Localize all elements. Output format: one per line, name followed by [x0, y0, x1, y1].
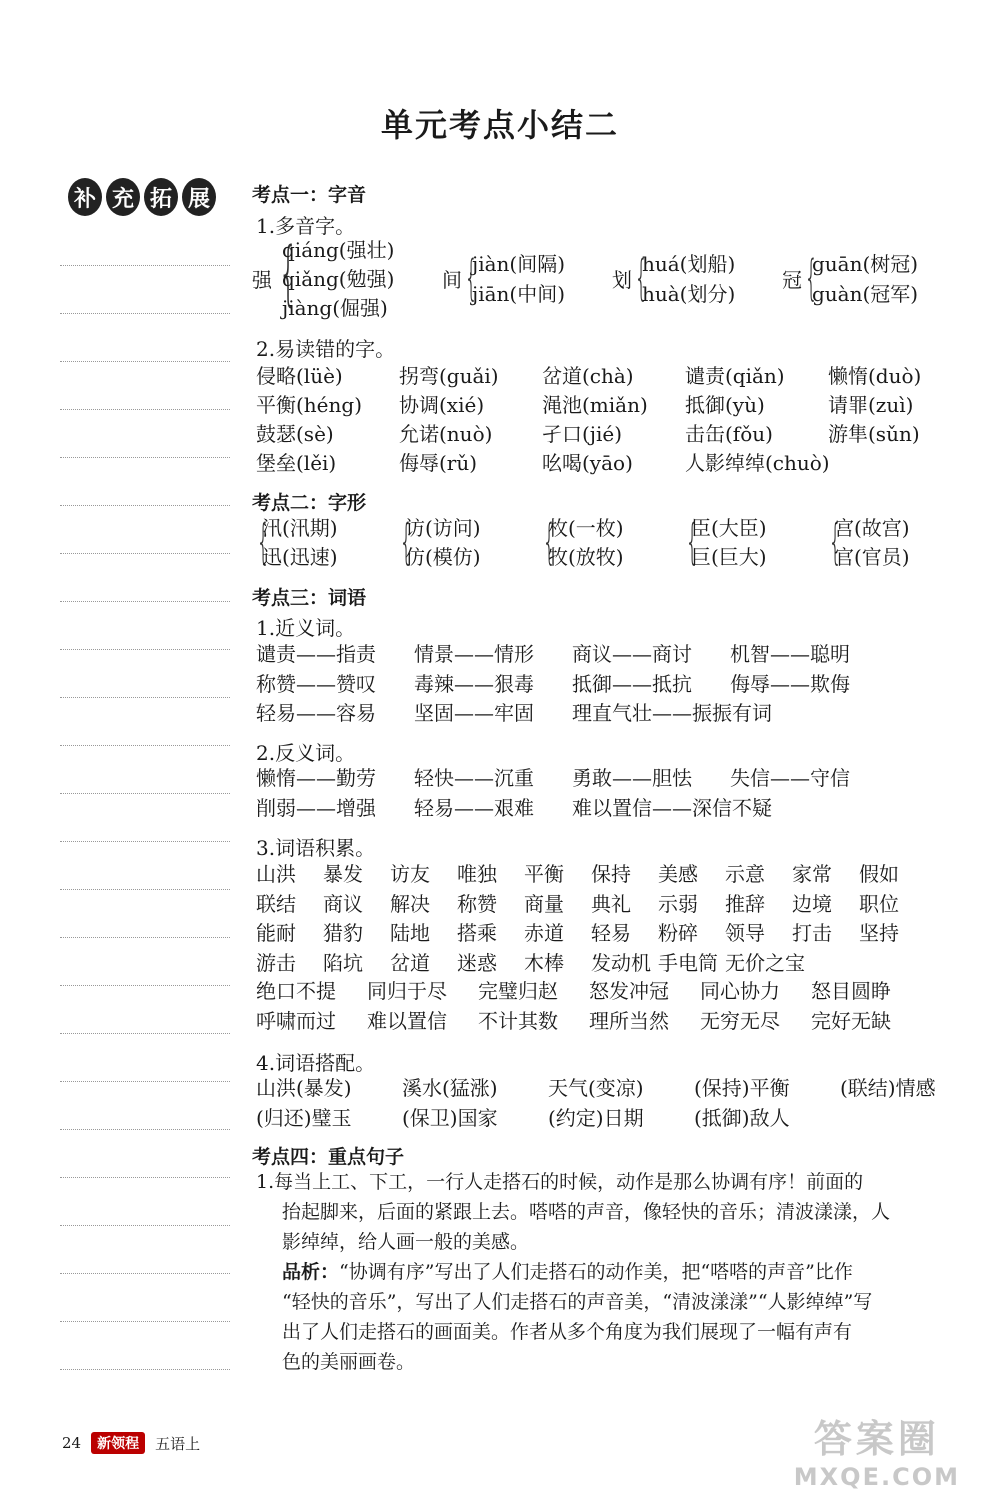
badge-char: 补	[68, 178, 102, 216]
brace: {	[634, 250, 649, 306]
brace: {	[256, 514, 271, 570]
polyphone-reading: qiǎng(勉强)	[282, 267, 395, 291]
dotted-line	[60, 1033, 230, 1034]
table-row	[256, 888, 926, 917]
table-cell: 发动机	[591, 950, 651, 975]
table-cell: 假如	[859, 862, 899, 886]
table-cell: 侮辱——欺侮	[730, 671, 850, 696]
table-cell: 完好无缺	[811, 1008, 891, 1033]
dotted-line	[60, 457, 230, 458]
dotted-line	[60, 553, 230, 554]
polyphone-reading: huá(划船)	[642, 252, 736, 276]
dotted-line	[60, 649, 230, 650]
section-heading-4: 考点四：重点句子	[252, 1146, 405, 1168]
table-cell: 抵御(yù)	[685, 393, 765, 417]
table-cell: 轻快——沉重	[414, 766, 534, 790]
table-cell: 怒目圆睁	[811, 979, 891, 1003]
table-cell: 侮辱(rǔ)	[399, 451, 478, 475]
table-cell: 懒惰——勤劳	[256, 766, 376, 790]
key-sentence	[256, 1167, 956, 1377]
subheading: 4.词语搭配。	[256, 1051, 376, 1075]
table-cell: 勇敢——胆怯	[572, 766, 692, 790]
table-cell: 联结	[256, 891, 296, 916]
table-cell: 平衡	[524, 862, 564, 886]
dotted-line	[60, 793, 230, 794]
brace: {	[542, 514, 557, 570]
table-cell: (保持)平衡	[694, 1076, 790, 1100]
table-cell: (保卫)国家	[402, 1105, 498, 1130]
table-row	[256, 697, 772, 726]
table-row	[256, 1072, 986, 1101]
table-cell: 解决	[390, 891, 430, 916]
table-cell: 呼啸而过	[256, 1008, 336, 1033]
brace: {	[828, 514, 843, 570]
analysis-line: 色的美丽画卷。	[282, 1351, 416, 1373]
polyphone-reading: huà(划分)	[642, 282, 736, 306]
table-cell: 保持	[591, 862, 631, 886]
watermark-text: 答案圈	[813, 1417, 940, 1461]
dotted-line	[60, 1369, 230, 1370]
shape-item: 巨(巨大)	[691, 545, 767, 569]
subheading: 1.多音字。	[256, 214, 356, 238]
table-cell: 孑口(jié)	[542, 422, 623, 446]
table-cell: 游隼(sǔn)	[828, 422, 920, 446]
table-cell: 绝口不提	[256, 979, 336, 1003]
table-cell: 堡垒(lěi)	[256, 451, 337, 475]
table-cell: 商量	[524, 891, 564, 916]
table-cell: 暴发	[323, 862, 363, 886]
table-cell: 谴责(qiǎn)	[685, 364, 785, 388]
table-cell: 轻易	[591, 921, 631, 945]
subheading: 3.词语积累。	[256, 836, 376, 860]
table-cell: 手电筒	[658, 950, 718, 975]
shape-item: 官(官员)	[834, 545, 910, 569]
table-row	[256, 418, 971, 447]
table-cell: 削弱——增强	[256, 795, 376, 820]
analysis-line: “协调有序”写出了人们走搭石的动作美，把“嗒嗒的声音”比作	[339, 1261, 853, 1283]
table-cell: 木棒	[524, 950, 564, 975]
table-cell: 岔道(chà)	[542, 364, 634, 388]
shape-item: 枚(一枚)	[548, 516, 624, 540]
table-cell: 猎豹	[323, 921, 363, 945]
table-cell: 请罪(zuì)	[828, 393, 914, 417]
table-cell: 平衡(héng)	[256, 393, 363, 417]
table-cell: 理所当然	[589, 1008, 669, 1033]
polyphone-reading: jiàng(倔强)	[282, 296, 388, 320]
table-cell: 称赞	[457, 891, 497, 916]
section-heading-1: 考点一：字音	[252, 184, 367, 206]
table-row	[256, 947, 805, 976]
badge-char: 拓	[144, 178, 178, 216]
table-cell: 粉碎	[658, 921, 698, 945]
watermark	[794, 1408, 960, 1491]
table-cell: 迷惑	[457, 950, 497, 975]
table-cell: 职位	[859, 891, 899, 916]
table-cell: 渑池(miǎn)	[542, 393, 648, 417]
dotted-line	[60, 1081, 230, 1082]
table-cell: 允诺(nuò)	[399, 422, 493, 446]
analysis-line: 出了人们走搭石的画面美。作者从多个角度为我们展现了一幅有声有	[282, 1321, 853, 1343]
table-cell: 能耐	[256, 921, 296, 945]
dotted-line	[60, 985, 230, 986]
table-cell: 情景——情形	[414, 642, 534, 666]
table-cell: 陆地	[390, 921, 430, 945]
table-row	[256, 975, 922, 1004]
table-cell: 击缶(fǒu)	[685, 422, 773, 446]
dotted-line	[60, 265, 230, 266]
dotted-line	[60, 889, 230, 890]
table-cell: 搭乘	[457, 921, 497, 945]
table-cell: 无穷无尽	[700, 1008, 780, 1033]
table-cell: 失信——守信	[730, 766, 850, 790]
table-cell: 同归于尽	[367, 979, 447, 1003]
shape-item: 宫(故宫)	[834, 516, 910, 540]
table-cell: 山洪(暴发)	[256, 1076, 352, 1100]
polyphone-reading: qiáng(强壮)	[282, 238, 395, 262]
table-row	[256, 762, 930, 791]
dotted-line	[60, 1177, 230, 1178]
table-cell: 毒辣——狠毒	[414, 671, 534, 696]
polyphone-char: 划	[612, 268, 632, 292]
shape-item: 臣(大臣)	[691, 516, 767, 540]
watermark-url: MXQE.COM	[793, 1463, 960, 1491]
brace: {	[804, 250, 819, 306]
shape-item: 牧(放牧)	[548, 545, 624, 569]
table-cell: 打击	[792, 921, 832, 945]
brace: {	[464, 250, 479, 306]
table-cell: 懒惰(duò)	[828, 364, 922, 388]
table-cell: (归还)璧玉	[256, 1105, 352, 1130]
section-heading-3: 考点三：词语	[252, 587, 367, 609]
dotted-line	[60, 745, 230, 746]
table-row	[256, 389, 971, 418]
table-row	[256, 792, 772, 821]
table-cell: 怒发冲冠	[589, 979, 669, 1003]
subheading: 1.近义词。	[256, 616, 356, 640]
table-cell: 吆喝(yāo)	[542, 451, 633, 475]
table-cell: 同心协力	[700, 979, 780, 1003]
table-cell: 协调(xié)	[399, 393, 485, 417]
table-cell: 称赞——赞叹	[256, 671, 376, 696]
table-cell: 访友	[390, 862, 430, 886]
table-row	[256, 917, 926, 946]
page-number: 24	[62, 1434, 82, 1452]
dotted-line	[60, 505, 230, 506]
table-cell: 难以置信——深信不疑	[572, 795, 772, 820]
table-cell: 美感	[658, 862, 698, 886]
dotted-line	[60, 937, 230, 938]
badge-char: 展	[182, 178, 216, 216]
table-cell: (约定)日期	[548, 1105, 644, 1130]
analysis-label: 品析：	[282, 1261, 340, 1283]
table-cell: 推辞	[725, 891, 765, 916]
subheading: 2.反义词。	[256, 741, 356, 765]
table-cell: 边境	[792, 891, 832, 916]
brace: {	[278, 232, 299, 314]
polyphone-char: 间	[442, 268, 462, 292]
dotted-line	[60, 361, 230, 362]
dotted-line	[60, 1273, 230, 1274]
supplement-badge	[68, 178, 216, 216]
table-row	[256, 360, 971, 389]
table-cell: 坚固——牢固	[414, 701, 534, 725]
polyphone-reading: jiàn(间隔)	[472, 252, 566, 276]
subject-label: 五语上	[155, 1434, 201, 1453]
table-cell: 溪水(猛涨)	[402, 1076, 498, 1100]
table-cell: 坚持	[859, 921, 899, 945]
table-cell: 完璧归赵	[478, 979, 558, 1003]
table-cell: 领导	[725, 921, 765, 945]
table-row	[256, 668, 930, 697]
shape-item: 迅(迅速)	[262, 545, 338, 569]
shape-item: 汛(汛期)	[262, 516, 338, 540]
table-cell: 家常	[792, 862, 832, 886]
table-cell: 人影绰绰(chuò)	[685, 451, 830, 475]
table-cell: 难以置信	[367, 1008, 447, 1033]
brace: {	[685, 514, 700, 570]
dotted-line	[60, 1321, 230, 1322]
table-cell: 天气(变凉)	[548, 1076, 644, 1100]
table-cell: 陷坑	[323, 950, 363, 975]
brand-logo: 新领程	[91, 1432, 145, 1454]
table-cell: 轻易——容易	[256, 701, 376, 725]
table-row	[256, 858, 926, 887]
table-cell: 抵御——抵抗	[572, 671, 692, 696]
dotted-line	[60, 697, 230, 698]
table-cell: 无价之宝	[725, 950, 805, 975]
dotted-line	[60, 1129, 230, 1130]
section-heading-2: 考点二：字形	[252, 492, 367, 514]
table-cell: 游击	[256, 950, 296, 975]
table-cell: 山洪	[256, 862, 296, 886]
polyphone-reading: guàn(冠军)	[812, 282, 919, 306]
sentence-line: 抬起脚来，后面的紧跟上去。嗒嗒的声音，像轻快的音乐；清波漾漾，人	[282, 1201, 891, 1223]
table-cell: 示弱	[658, 891, 698, 916]
dotted-line	[60, 313, 230, 314]
page-title: 单元考点小结二	[380, 106, 619, 144]
dotted-line	[60, 601, 230, 602]
table-cell: 轻易——艰难	[414, 795, 534, 820]
table-cell: 岔道	[390, 950, 430, 975]
table-cell: 不计其数	[478, 1008, 558, 1033]
polyphone-char: 冠	[782, 268, 802, 292]
table-cell: 机智——聪明	[730, 642, 850, 666]
table-row	[256, 447, 828, 476]
page-footer	[62, 1432, 200, 1454]
shape-item: 仿(模仿)	[405, 545, 481, 569]
polyphone-char: 强	[252, 268, 272, 292]
table-cell: (联结)情感	[840, 1076, 936, 1100]
table-cell: 鼓瑟(sè)	[256, 422, 334, 446]
dotted-line	[60, 841, 230, 842]
table-cell: (抵御)敌人	[694, 1105, 790, 1130]
table-row	[256, 638, 930, 667]
table-cell: 侵略(lüè)	[256, 364, 343, 388]
subheading: 2.易读错的字。	[256, 337, 396, 361]
table-cell: 商议——商讨	[572, 642, 692, 666]
analysis-line: “轻快的音乐”，写出了人们走搭石的声音美，“清波漾漾”“人影绰绰”写	[282, 1291, 873, 1313]
shape-item: 访(访问)	[405, 516, 481, 540]
polyphone-reading: guān(树冠)	[812, 252, 919, 276]
table-cell: 示意	[725, 862, 765, 886]
dotted-line	[60, 1225, 230, 1226]
table-cell: 唯独	[457, 862, 497, 886]
table-cell: 拐弯(guǎi)	[399, 364, 499, 388]
table-row	[256, 1102, 840, 1131]
brace: {	[399, 514, 414, 570]
dotted-line	[60, 409, 230, 410]
polyphone-reading: jiān(中间)	[472, 282, 566, 306]
sentence-line: 1.每当上工、下工，一行人走搭石的时候，动作是那么协调有序！前面的	[256, 1171, 864, 1193]
table-cell: 典礼	[591, 891, 631, 916]
table-row	[256, 1005, 922, 1034]
table-cell: 理直气壮——振振有词	[572, 701, 772, 725]
badge-char: 充	[106, 178, 140, 216]
table-cell: 商议	[323, 891, 363, 916]
table-cell: 谴责——指责	[256, 642, 376, 666]
sentence-line: 影绰绰，给人画一般的美感。	[282, 1231, 530, 1253]
table-cell: 赤道	[524, 921, 564, 945]
